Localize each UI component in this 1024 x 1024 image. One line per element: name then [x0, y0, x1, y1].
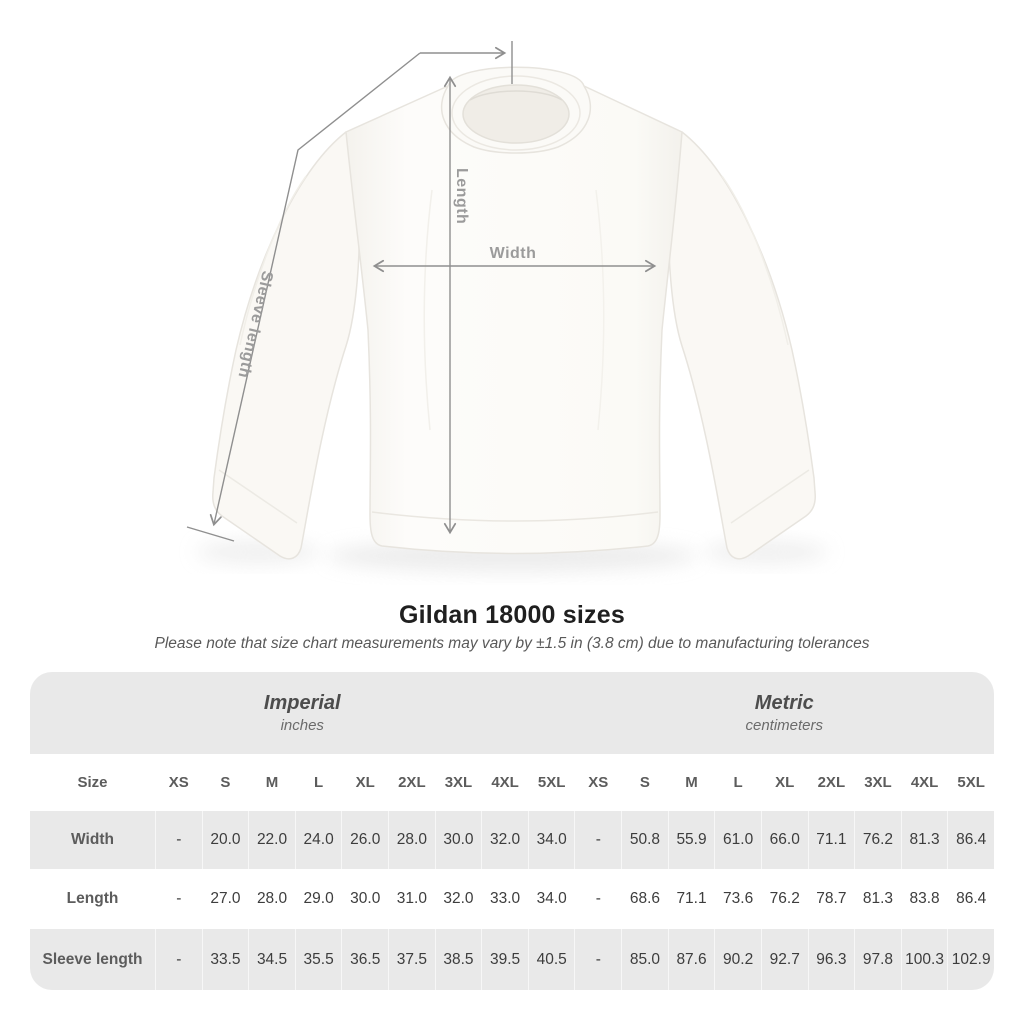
size-header-metric-2xl: 2XL: [817, 774, 846, 791]
size-header-imperial-m: M: [265, 774, 279, 791]
cell-value-imperial: 20.0: [202, 811, 249, 869]
cell-value-imperial: 26.0: [341, 811, 388, 869]
cell-value-metric: 78.7: [816, 890, 847, 907]
body: [346, 86, 682, 554]
cell-value-metric: 71.1: [808, 811, 855, 869]
cell-value-metric: 100.3: [901, 929, 948, 990]
cell-value-imperial: 33.0: [489, 890, 521, 907]
cell-value-imperial: 29.0: [303, 890, 334, 907]
size-header-imperial-xl: XL: [355, 774, 375, 791]
size-grid: [30, 754, 994, 990]
size-header-metric-5xl: 5XL: [957, 774, 985, 791]
size-header-imperial-xs: XS: [168, 774, 189, 791]
cell-value-imperial: -: [176, 890, 182, 907]
length-label: Length: [453, 168, 470, 225]
cell-value-metric: 73.6: [723, 890, 754, 907]
cell-value-imperial: 24.0: [295, 811, 342, 869]
sweatshirt-illustration: [213, 67, 815, 559]
metric-unit: centimeters: [745, 717, 824, 734]
cell-value-metric: 83.8: [909, 890, 940, 907]
collar-opening: [463, 85, 569, 143]
cell-value-imperial: 35.5: [295, 929, 342, 990]
cell-value-imperial: 28.0: [256, 890, 288, 907]
size-table: [30, 672, 994, 990]
cell-value-imperial: 36.5: [341, 929, 388, 990]
cell-value-imperial: 32.0: [481, 811, 528, 869]
imperial-header: [30, 672, 575, 754]
cell-value-metric: 96.3: [808, 929, 855, 990]
cell-value-imperial: 27.0: [210, 890, 241, 907]
cell-value-imperial: 39.5: [481, 929, 528, 990]
cell-value-metric: 81.3: [901, 811, 948, 869]
cell-value-imperial: -: [155, 929, 202, 990]
size-header-imperial-2xl: 2XL: [398, 774, 426, 791]
size-header-metric-xs: XS: [588, 774, 609, 791]
size-header-metric-xl: XL: [775, 774, 795, 791]
cell-value-imperial: 31.0: [396, 890, 427, 907]
size-header-imperial-l: L: [314, 774, 324, 791]
cell-value-imperial: 37.5: [388, 929, 435, 990]
cell-value-metric: -: [574, 811, 621, 869]
cell-value-metric: 90.2: [714, 929, 761, 990]
cell-value-metric: 76.2: [854, 811, 901, 869]
size-header-imperial-4xl: 4XL: [491, 774, 519, 791]
cell-value-imperial: -: [155, 811, 202, 869]
sleeve-length-label: Sleeve length: [234, 269, 276, 380]
size-header-metric-3xl: 3XL: [864, 774, 892, 791]
metric-label: Metric: [754, 692, 814, 714]
cell-value-imperial: 40.5: [528, 929, 575, 990]
imperial-unit: inches: [280, 717, 324, 734]
row-label: Width: [30, 811, 155, 869]
cell-value-metric: 50.8: [621, 811, 668, 869]
cell-value-imperial: 34.5: [248, 929, 295, 990]
cell-value-metric: 92.7: [761, 929, 808, 990]
cell-value-metric: 85.0: [621, 929, 668, 990]
cell-value-imperial: 22.0: [248, 811, 295, 869]
size-header-metric-m: M: [685, 774, 698, 791]
cell-value-metric: 97.8: [854, 929, 901, 990]
imperial-label: Imperial: [263, 692, 341, 714]
cell-value-imperial: 34.0: [536, 890, 567, 907]
cell-value-imperial: 33.5: [202, 929, 249, 990]
row-label: Sleeve length: [30, 929, 155, 990]
cell-value-metric: -: [595, 890, 601, 907]
cell-value-metric: 61.0: [714, 811, 761, 869]
cell-value-metric: 87.6: [668, 929, 715, 990]
size-header-imperial-5xl: 5XL: [537, 774, 566, 791]
size-column-header: Size: [77, 774, 108, 791]
size-header-imperial-s: S: [220, 774, 231, 791]
right-sleeve: [669, 132, 815, 559]
cell-value-metric: 71.1: [676, 890, 707, 907]
cell-value-metric: 55.9: [668, 811, 715, 869]
size-header-metric-l: L: [733, 774, 743, 791]
cell-value-metric: 86.4: [947, 811, 994, 869]
cell-value-imperial: 34.0: [528, 811, 575, 869]
size-header-metric-s: S: [639, 774, 650, 791]
size-header-imperial-3xl: 3XL: [444, 774, 473, 791]
left-sleeve: [213, 132, 359, 559]
cuff-tick: [187, 527, 234, 541]
unit-header-band: [30, 672, 994, 754]
cell-value-metric: 66.0: [761, 811, 808, 869]
metric-header: [575, 672, 995, 754]
cell-value-metric: 76.2: [769, 890, 800, 907]
cell-value-imperial: 28.0: [388, 811, 435, 869]
tolerance-note: Please note that size chart measurements may vary by ±1.5 in (3.8 cm) due to manufacturing tolerances: [154, 635, 870, 652]
cell-value-imperial: 38.5: [435, 929, 482, 990]
cell-value-metric: 68.6: [629, 890, 660, 907]
page-title: Gildan 18000 sizes: [399, 601, 625, 629]
cell-value-imperial: 32.0: [443, 890, 474, 907]
cell-value-metric: 81.3: [862, 890, 894, 907]
row-label: Length: [66, 890, 119, 907]
cell-value-imperial: 30.0: [435, 811, 482, 869]
size-header-metric-4xl: 4XL: [910, 774, 939, 791]
cell-value-metric: -: [574, 929, 621, 990]
cell-value-imperial: 30.0: [350, 890, 381, 907]
cell-value-metric: 102.9: [947, 929, 994, 990]
cell-value-metric: 86.4: [956, 890, 987, 907]
width-label: Width: [489, 245, 537, 262]
